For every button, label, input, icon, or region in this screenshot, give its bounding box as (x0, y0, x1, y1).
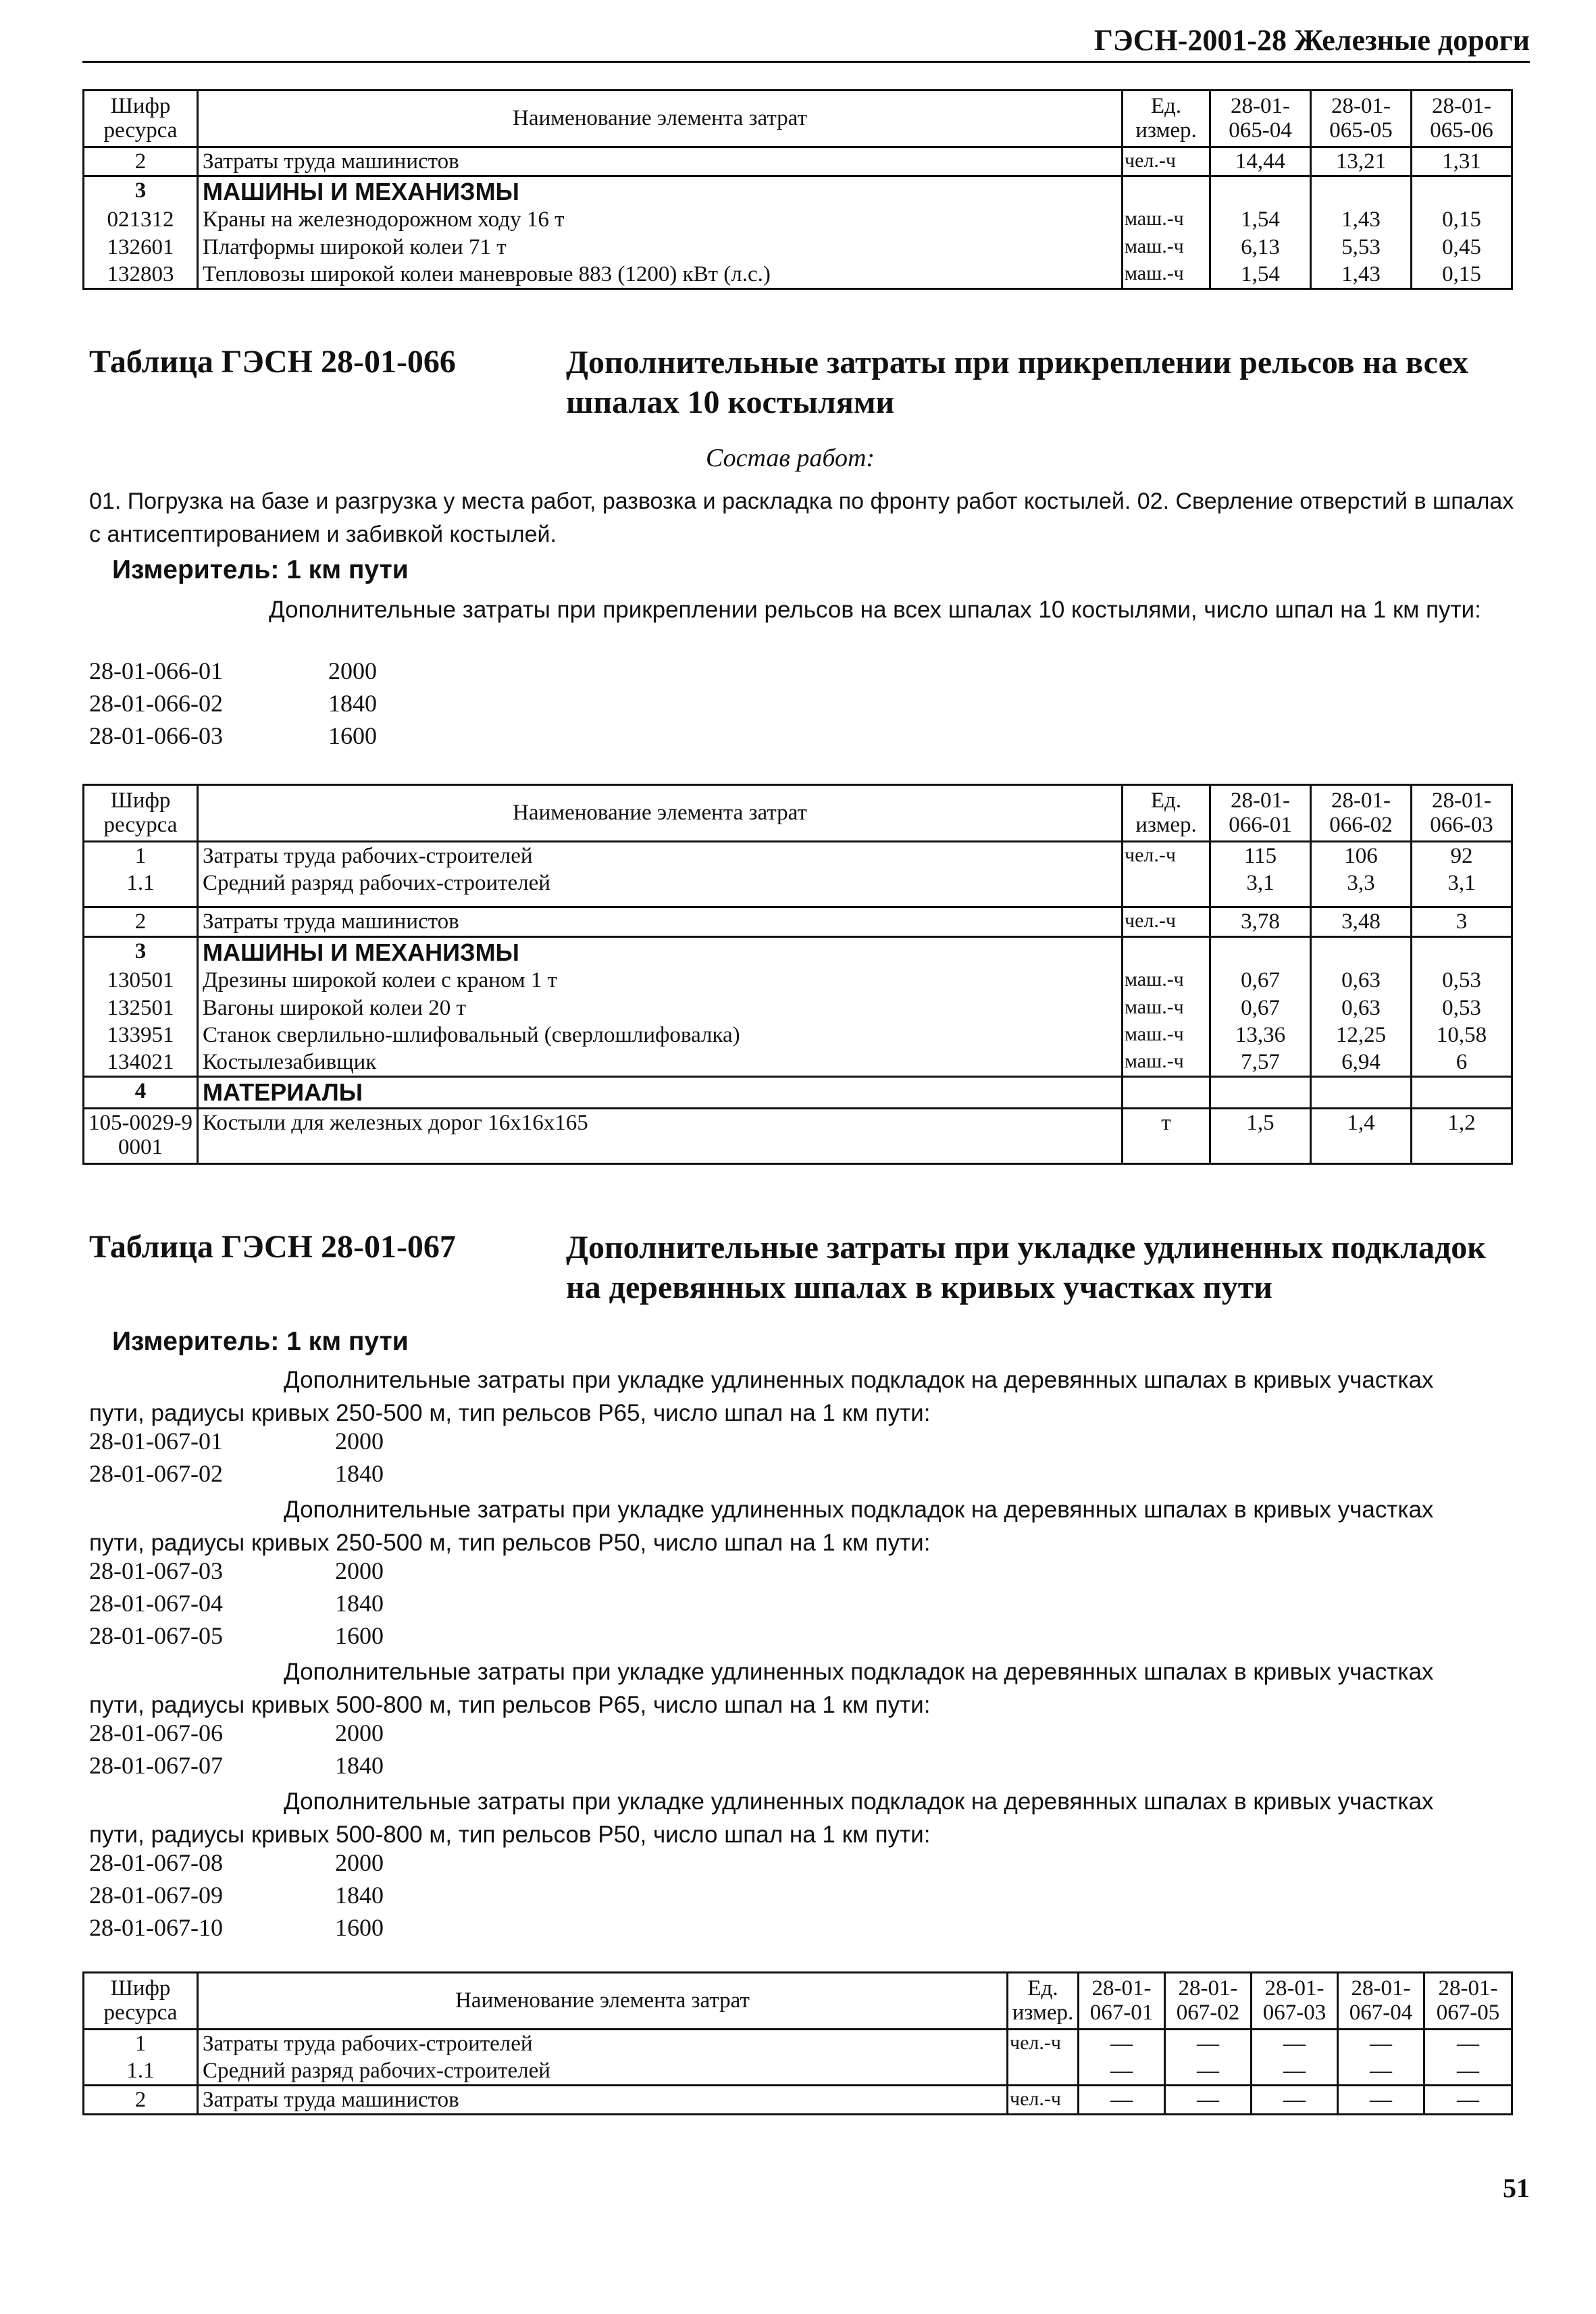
unit-cell: чел.-ч (1008, 2086, 1079, 2115)
section-row (84, 1077, 1512, 1109)
rate-value: 1840 (328, 690, 377, 717)
table-row (84, 234, 1512, 261)
rate-value: 2000 (335, 1849, 384, 1876)
value-cell: 1,31 (1412, 147, 1512, 176)
resource-code: 4 (84, 1077, 198, 1109)
unit-cell: чел.-ч (1008, 2029, 1079, 2057)
header-rule (82, 61, 1530, 63)
value-cell: 3,3 (1311, 870, 1412, 907)
value-cell: — (1165, 2057, 1252, 2086)
value-cell: 0,63 (1311, 995, 1412, 1022)
cost-element-name: Средний разряд рабочих-строителей (198, 870, 1123, 907)
rate-description: Дополнительные затраты при укладке удлиненных подкладок на деревянных шпалах в кривых участках пути, радиусы кривых 500-800 м, тип рельсов Р50, число шпал на 1 км пути: (89, 1788, 1434, 1848)
value-cell: 0,67 (1210, 995, 1311, 1022)
rate-description: Дополнительные затраты при прикреплении рельсов на всех шпалах 10 костылями, число шпал на 1 км пути: (269, 597, 1481, 623)
value-cell: 0,67 (1210, 967, 1311, 994)
cost-element-name: Краны на железнодорожном ходу 16 т (198, 206, 1123, 233)
section-row (84, 176, 1512, 206)
rate-value: 1840 (335, 1752, 384, 1779)
table-row (84, 967, 1512, 994)
col-header-code: Шифр ресурса (84, 91, 198, 147)
value-cell: 0,15 (1412, 206, 1512, 233)
value-cell: 0,53 (1412, 995, 1512, 1022)
cost-element-name: Средний разряд рабочих-строителей (198, 2057, 1008, 2086)
value-cell: 3,1 (1412, 870, 1512, 907)
cost-element-name: Затраты труда рабочих-строителей (198, 841, 1123, 870)
resource-code: 2 (84, 2086, 198, 2115)
value-cell: 0,63 (1311, 967, 1412, 994)
unit-cell: маш.-ч (1123, 995, 1210, 1022)
section-title: МАТЕРИАЛЫ (198, 1077, 1123, 1109)
value-cell: 13,21 (1311, 147, 1412, 176)
rate-code: 28-01-067-10 (89, 1914, 223, 1941)
col-header-rate: 28-01-065-05 (1311, 91, 1412, 147)
rate-code: 28-01-067-03 (89, 1557, 223, 1584)
col-header-rate: 28-01-065-06 (1412, 91, 1512, 147)
rate-value: 2000 (335, 1428, 384, 1455)
cost-element-name: Затраты труда машинистов (198, 2086, 1008, 2115)
value-cell: 115 (1210, 841, 1311, 870)
table-row (84, 2086, 1512, 2115)
rate-code: 28-01-067-09 (89, 1882, 223, 1909)
resource-code: 1 (84, 841, 198, 870)
table-row (84, 2029, 1512, 2057)
col-header-rate: 28-01-067-03 (1252, 1973, 1338, 2030)
unit-cell (1123, 870, 1210, 907)
unit-cell: т (1123, 1109, 1210, 1164)
col-header-name: Наименование элемента затрат (198, 91, 1123, 147)
rate-code: 28-01-066-03 (89, 722, 223, 749)
value-cell: 10,58 (1412, 1022, 1512, 1049)
value-cell: 1,43 (1311, 261, 1412, 289)
col-header-rate: 28-01-067-05 (1424, 1973, 1512, 2030)
cost-element-name: Затраты труда машинистов (198, 907, 1123, 936)
col-header-unit: Ед. измер. (1008, 1973, 1079, 2030)
value-cell: 1,43 (1311, 206, 1412, 233)
resource-code: 021312 (84, 206, 198, 233)
rate-value: 2000 (335, 1557, 384, 1584)
table-row (84, 995, 1512, 1022)
cost-element-name: Вагоны широкой колеи 20 т (198, 995, 1123, 1022)
unit-cell: маш.-ч (1123, 1049, 1210, 1077)
col-header-rate: 28-01-067-04 (1338, 1973, 1424, 2030)
resource-code: 130501 (84, 967, 198, 994)
rate-code: 28-01-066-02 (89, 690, 223, 717)
value-cell: 106 (1311, 841, 1412, 870)
section-title: МАШИНЫ И МЕХАНИЗМЫ (198, 176, 1123, 206)
resource-code: 3 (84, 936, 198, 967)
value-cell: 0,45 (1412, 234, 1512, 261)
value-cell: — (1424, 2086, 1512, 2115)
resource-code: 2 (84, 907, 198, 936)
value-cell: — (1252, 2029, 1338, 2057)
resource-code: 3 (84, 176, 198, 206)
col-header-code: Шифр ресурса (84, 785, 198, 842)
value-cell: — (1424, 2029, 1512, 2057)
value-cell: 1,54 (1210, 261, 1311, 289)
rate-description: Дополнительные затраты при укладке удлиненных подкладок на деревянных шпалах в кривых участках пути, радиусы кривых 250-500 м, тип рельсов Р65, число шпал на 1 км пути: (89, 1367, 1434, 1426)
table-row (84, 841, 1512, 870)
table-065-continuation (82, 89, 1513, 290)
value-cell: — (1338, 2086, 1424, 2115)
value-cell: 6 (1412, 1049, 1512, 1077)
col-header-rate: 28-01-066-02 (1311, 785, 1412, 842)
value-cell: — (1079, 2029, 1165, 2057)
cost-element-name: Затраты труда машинистов (198, 147, 1123, 176)
unit-cell: маш.-ч (1123, 234, 1210, 261)
col-header-code: Шифр ресурса (84, 1973, 198, 2030)
resource-code: 1.1 (84, 2057, 198, 2086)
value-cell: — (1079, 2057, 1165, 2086)
value-cell: — (1165, 2029, 1252, 2057)
value-cell: 3,48 (1311, 907, 1412, 936)
table-row (84, 2057, 1512, 2086)
rate-value: 1840 (335, 1460, 384, 1487)
value-cell: — (1252, 2086, 1338, 2115)
cost-element-name: Платформы широкой колеи 71 т (198, 234, 1123, 261)
col-header-rate: 28-01-065-04 (1210, 91, 1311, 147)
value-cell: 1,5 (1210, 1109, 1311, 1164)
col-header-rate: 28-01-067-01 (1079, 1973, 1165, 2030)
table-label-066: Таблица ГЭСН 28-01-066 (89, 344, 456, 380)
cost-element-name: Затраты труда рабочих-строителей (198, 2029, 1008, 2057)
value-cell: — (1165, 2086, 1252, 2115)
running-header: ГЭСН-2001-28 Железные дороги (1093, 24, 1530, 57)
table-heading-067: Дополнительные затраты при укладке удлиненных подкладок на деревянных шпалах в кривых участках пути (566, 1230, 1486, 1305)
rate-value: 2000 (328, 657, 377, 684)
value-cell: — (1079, 2086, 1165, 2115)
col-header-name: Наименование элемента затрат (198, 785, 1123, 842)
resource-code: 132803 (84, 261, 198, 289)
rate-description: Дополнительные затраты при укладке удлиненных подкладок на деревянных шпалах в кривых участках пути, радиусы кривых 250-500 м, тип рельсов Р50, число шпал на 1 км пути: (89, 1496, 1434, 1556)
value-cell: 6,94 (1311, 1049, 1412, 1077)
table-row (84, 1022, 1512, 1049)
unit-cell: маш.-ч (1123, 967, 1210, 994)
section-row (84, 936, 1512, 967)
value-cell: 0,15 (1412, 261, 1512, 289)
value-cell: 1,2 (1412, 1109, 1512, 1164)
rate-value: 2000 (335, 1719, 384, 1746)
value-cell: 6,13 (1210, 234, 1311, 261)
rate-code: 28-01-067-05 (89, 1622, 223, 1649)
value-cell: 3,78 (1210, 907, 1311, 936)
value-cell: 14,44 (1210, 147, 1311, 176)
col-header-unit: Ед. измер. (1123, 91, 1210, 147)
table-row (84, 261, 1512, 289)
value-cell: 3 (1412, 907, 1512, 936)
rate-value: 1600 (335, 1622, 384, 1649)
value-cell: 1,54 (1210, 206, 1311, 233)
resource-code: 133951 (84, 1022, 198, 1049)
unit-cell: чел.-ч (1123, 907, 1210, 936)
value-cell: 13,36 (1210, 1022, 1311, 1049)
col-header-rate: 28-01-066-01 (1210, 785, 1311, 842)
value-cell: 92 (1412, 841, 1512, 870)
cost-element-name: Костыли для железных дорог 16х16х165 (198, 1109, 1123, 1164)
rate-code: 28-01-067-04 (89, 1590, 223, 1617)
col-header-rate: 28-01-067-02 (1165, 1973, 1252, 2030)
cost-element-name: Станок сверлильно-шлифовальный (сверлошлифовалка) (198, 1022, 1123, 1049)
table-row (84, 147, 1512, 176)
rate-code: 28-01-067-01 (89, 1428, 223, 1455)
resource-code: 2 (84, 147, 198, 176)
table-row (84, 1109, 1512, 1164)
table-066 (82, 784, 1513, 1165)
unit-cell (1008, 2057, 1079, 2086)
value-cell: 12,25 (1311, 1022, 1412, 1049)
rate-description: Дополнительные затраты при укладке удлиненных подкладок на деревянных шпалах в кривых участках пути, радиусы кривых 500-800 м, тип рельсов Р65, число шпал на 1 км пути: (89, 1659, 1434, 1718)
table-067 (82, 1971, 1513, 2115)
cost-element-name: Дрезины широкой колеи с краном 1 т (198, 967, 1123, 994)
value-cell: 5,53 (1311, 234, 1412, 261)
value-cell: — (1338, 2057, 1424, 2086)
unit-cell: чел.-ч (1123, 147, 1210, 176)
unit-cell: маш.-ч (1123, 206, 1210, 233)
unit-cell: маш.-ч (1123, 261, 1210, 289)
rate-value: 1600 (335, 1914, 384, 1941)
resource-code: 1.1 (84, 870, 198, 907)
section-title: МАШИНЫ И МЕХАНИЗМЫ (198, 936, 1123, 967)
work-composition-text: 01. Погрузка на базе и разгрузка у места работ, развозка и раскладка по фронту работ костылей. 02. Сверление отверстий в шпалах с антисептированием и забивкой костылей. (89, 488, 1514, 548)
cost-element-name: Тепловозы широкой колеи маневровые 883 (1200) кВт (л.с.) (198, 261, 1123, 289)
col-header-name: Наименование элемента затрат (198, 1973, 1008, 2030)
page-number: 51 (1503, 2173, 1530, 2203)
rate-code: 28-01-067-08 (89, 1849, 223, 1876)
meter-label: Измеритель: 1 км пути (112, 555, 409, 584)
value-cell: 0,53 (1412, 967, 1512, 994)
rate-code: 28-01-067-07 (89, 1752, 223, 1779)
cost-element-name: Костылезабивщик (198, 1049, 1123, 1077)
table-row (84, 907, 1512, 936)
value-cell: 7,57 (1210, 1049, 1311, 1077)
table-row (84, 870, 1512, 907)
value-cell: — (1252, 2057, 1338, 2086)
table-heading-066: Дополнительные затраты при прикреплении рельсов на всех шпалах 10 костылями (566, 345, 1468, 420)
value-cell: — (1338, 2029, 1424, 2057)
unit-cell: маш.-ч (1123, 1022, 1210, 1049)
rate-value: 1600 (328, 722, 377, 749)
rate-code: 28-01-067-06 (89, 1719, 223, 1746)
resource-code: 105-0029-90001 (84, 1109, 198, 1164)
table-row (84, 206, 1512, 233)
value-cell: — (1424, 2057, 1512, 2086)
rate-value: 1840 (335, 1882, 384, 1909)
rate-code: 28-01-067-02 (89, 1460, 223, 1487)
value-cell: 1,4 (1311, 1109, 1412, 1164)
table-row (84, 1049, 1512, 1077)
col-header-rate: 28-01-066-03 (1412, 785, 1512, 842)
resource-code: 134021 (84, 1049, 198, 1077)
resource-code: 132601 (84, 234, 198, 261)
table-label-067: Таблица ГЭСН 28-01-067 (89, 1229, 456, 1265)
unit-cell: чел.-ч (1123, 841, 1210, 870)
resource-code: 132501 (84, 995, 198, 1022)
col-header-unit: Ед. измер. (1123, 785, 1210, 842)
rate-code: 28-01-066-01 (89, 657, 223, 684)
work-composition-title: Состав работ: (706, 444, 875, 472)
value-cell: 3,1 (1210, 870, 1311, 907)
resource-code: 1 (84, 2029, 198, 2057)
meter-label: Измеритель: 1 км пути (112, 1327, 409, 1356)
rate-value: 1840 (335, 1590, 384, 1617)
